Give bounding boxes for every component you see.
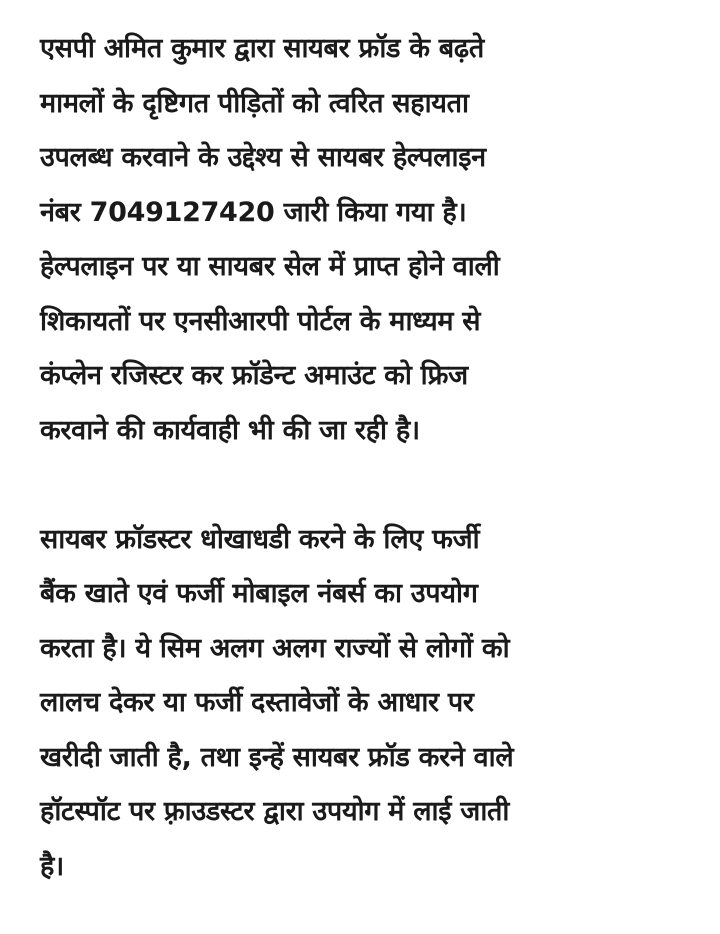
paragraph-fraudster-methods (40, 513, 710, 895)
text-line: हॉटस्पॉट पर फ़्राउडस्टर द्वारा उपयोग में लाई जाती (40, 796, 510, 827)
text-line: करता है। ये सिम अलग अलग राज्यों से लोगों को (40, 632, 510, 664)
text-line: नंबर 7049127420 जारी किया गया है। (40, 196, 467, 228)
article-body (40, 22, 710, 894)
text-line: शिकायतों पर एनसीआरपी पोर्टल के माध्यम से (40, 305, 481, 337)
text-line: लालच देकर या फर्जी दस्तावेजों के आधार पर (40, 687, 474, 718)
text-line: बैंक खाते एवं फर्जी मोबाइल नंबर्स का उपयोग (40, 578, 478, 609)
paragraph-helpline (40, 22, 710, 458)
text-line: है। (40, 850, 64, 882)
text-line: उपलब्ध करवाने के उद्देश्य से सायबर हेल्पलाइन (40, 142, 486, 173)
text-line: खरीदी जाती है, तथा इन्हें सायबर फ्रॉड करने वाले (40, 741, 514, 773)
text-line: सायबर फ्रॉडस्टर धोखाधडी करने के लिए फर्जी (40, 523, 480, 555)
text-line: करवाने की कार्यवाही भी की जा रही है। (40, 414, 420, 446)
text-line: कंप्लेन रजिस्टर कर फ्रॉडेन्ट अमाउंट को फ्रिज (40, 360, 468, 391)
paragraph-spacer (40, 458, 710, 513)
text-line: एसपी अमित कुमार द्वारा सायबर फ्रॉड के बढ़ते (40, 33, 484, 64)
text-line: मामलों के दृष्टिगत पीड़ितों को त्वरित सहायता (40, 87, 469, 119)
text-line: हेल्पलाइन पर या सायबर सेल में प्राप्त होने वाली (40, 251, 500, 282)
